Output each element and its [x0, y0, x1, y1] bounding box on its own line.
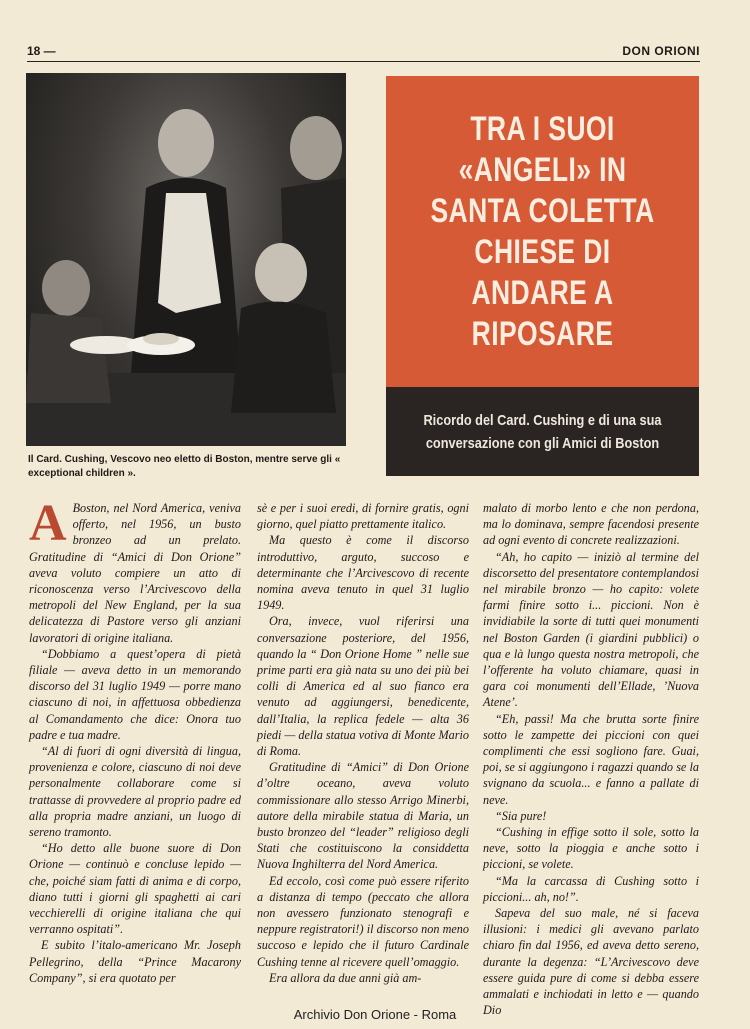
- paragraph: “Sia pure!: [495, 808, 547, 823]
- paragraph: malato di morbo lento e che non perdona, ma lo dominava, sempre facendosi presente ad ogni evento di concrete realizzazioni.: [483, 501, 699, 548]
- paragraph: “Al di fuori di ogni diversità di lingua, provenienza e colore, ciascuno di noi deve personalmente collaborare come si trattasse di provvedere al proprio padre ed alla propria madre anziani, un luogo di sereno tramonto.: [29, 744, 241, 840]
- archive-footer: Archivio Don Orione - Roma: [293, 1007, 457, 1022]
- paragraph: Ed eccolo, così come può essere riferito a distanza di tempo (peccato che allora non avessero funzionato stenografi e neppure registratori!) il discorso non meno succoso e lepido che il futuro Cardinale Cushing tenne al ricevere quell’omaggio.: [257, 873, 469, 969]
- paragraph: E subito l’italo-americano Mr. Joseph Pellegrino, della “Prince Macarony Company”, si era quotato per: [29, 938, 241, 985]
- drop-cap: A: [29, 495, 67, 552]
- paragraph: Ora, invece, vuol riferirsi una conversazione posteriore, del 1956, quando la “ Don Orione Home ” nelle sue prime parti era già nata su uno dei più bei colli di America ed al suo fianco era venuto ad aggiungersi, benedicente, dall’Italia, la replica fedele — alta 36 piedi — della statua votiva di Monte Mario di Roma.: [257, 614, 469, 759]
- header-rule: [27, 61, 700, 62]
- paragraph: Sapeva del suo male, né si faceva illusioni: i medici gli avevano parlato chiaro fin dal 1956, ed aveva detto sereno, durante la degenza: “L’Arcivescovo deve essere guida pure di come si debba essere ammalati e inchiodati in letto e — quando Dio: [483, 906, 699, 1018]
- paragraph: sè e per i suoi eredi, di fornire gratis, ogni giorno, quel piatto prettamente italico.: [257, 501, 469, 532]
- paragraph: Gratitudine di “Amici” di Don Orione d’oltre oceano, aveva voluto commissionare allo stesso Arrigo Minerbi, autore della mirabile statua di Maria, un busto bronzeo del “leader” religioso degli Stati che costituiscono la considdetta Nuova Inghilterra del Nord America.: [257, 760, 469, 872]
- paragraph: Ma questo è come il discorso introduttivo, arguto, succoso e determinante che l’Arcivescovo di recente nomina aveva tenuto in quel 31 luglio 1949.: [257, 533, 469, 613]
- paragraph: “Cushing in effige sotto il sole, sotto la neve, sotto la pioggia e anche sotto i piccioni, se volete.: [483, 825, 699, 872]
- paragraph: “Eh, passi! Ma che brutta sorte finire sotto le zampette dei piccioni con quei complimenti che essi sogliono fare. Guai, poi, se si aggiungono i ragazzi quando se la svignano da scuola... e fanno a pallate di neve.: [483, 711, 699, 807]
- paragraph: Era allora da due anni già am-: [269, 970, 422, 985]
- article-photo: [26, 73, 346, 446]
- running-title: DON ORIONI: [622, 44, 700, 58]
- paragraph: “Dobbiamo a quest’opera di pietà filiale — aveva detto in un memorando discorso del 31 luglio 1949 — porre mano ciascuno di noi, in affettuosa obbedienza al Comandamento che dice: Onora tuo padre e tua madre.: [29, 646, 241, 742]
- article-column-3: [483, 500, 699, 1019]
- photo-illustration: [26, 73, 346, 446]
- paragraph: “Ho detto alle buone suore di Don Orione — continuò e concluse lepido — che, poiché siam fatti di anima e di corpo, diano tutti i giorni gli spaghetti ai cari vecchierelli di origine italiana che qui verranno ospitati”.: [29, 841, 241, 937]
- article-column-1: [29, 495, 241, 986]
- article-subtitle: Ricordo del Card. Cushing e di una sua conversazione con gli Amici di Boston: [423, 411, 662, 452]
- paragraph: Boston, nel Nord America, veniva offerto, nel 1956, un busto bronzeo ad un prelato. Gratitudine di “Amici di Don Orione” aveva voluto compiere un atto di riconoscenza verso l’Arcivescovo della metropoli del New England, per la sua delicatezza di Pastore verso gli anziani lavoratori di origine italiana.: [29, 501, 241, 645]
- paragraph: “Ah, ho capito — iniziò al termine del discorsetto del presentatore contemplandosi nel mirabile bronzo — ho capito: volete farmi finire sotto i... piccioni. Non è invidiabile la sorte di tutti quei monumenti nel Boston Garden (i giardini pubblici) o qua e là lungo questa nostra metropoli, che l’offerente ha voluto chiamare, quasi in gara coi monumenti dell’Ellade, ’Nuova Atene’.: [483, 549, 699, 710]
- article-column-2: [257, 500, 469, 986]
- headline-box: [386, 76, 699, 387]
- subtitle-box: [386, 387, 699, 476]
- page-number: 18 —: [27, 44, 56, 58]
- photo-caption: Il Card. Cushing, Vescovo neo eletto di Boston, mentre serve gli « exceptional children ».: [28, 454, 341, 479]
- article-title: TRA I SUOI «ANGELI» IN SANTA COLETTA CHIESE DI ANDARE A RIPOSARE: [430, 109, 655, 353]
- paragraph: “Ma la carcassa di Cushing sotto i piccioni... ah, no!”.: [483, 873, 699, 904]
